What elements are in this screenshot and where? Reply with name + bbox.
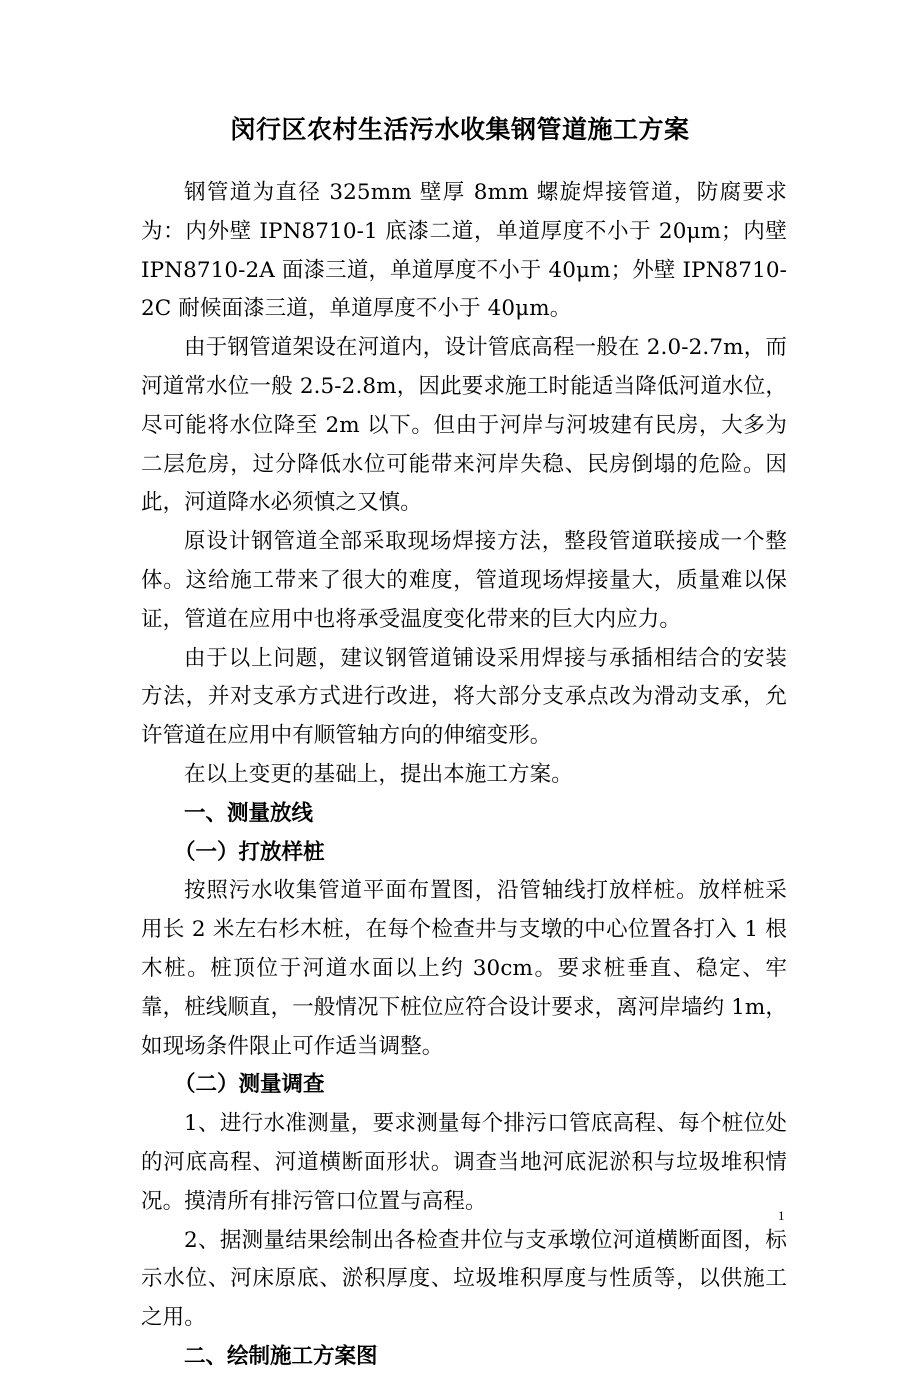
page-number: 1 — [778, 1208, 785, 1223]
subsection-heading-investigation: （二）测量调查 — [174, 1072, 325, 1098]
paragraph-original-design: 原设计钢管道全部采取现场焊接方法，整段管道联接成一个整体。这给施工带来了很大的难度，管道现场焊接量大，质量难以保证，管道在应用中也将承受温度变化带来的巨大内应力。 — [141, 529, 787, 632]
document-body — [141, 174, 787, 1377]
section-heading-plan-drawing: 二、绘制施工方案图 — [184, 1343, 378, 1369]
paragraph-water-level: 由于钢管道架设在河道内，设计管底高程一般在 2.0-2.7m，而河道常水位一般 2.5-2.8m，因此要求施工时能适当降低河道水位，尽可能将水位降至 2m 以下。但由于河岸与河坡建有民房，大多为二层危房，过分降低水位可能带来河岸失稳、民房倒塌的危险。因此，河道降水必须慎之又慎。 — [141, 335, 787, 516]
document-title: 闵行区农村生活污水收集钢管道施工方案 — [230, 115, 690, 144]
paragraph-pipe-spec: 钢管道为直径 325mm 壁厚 8mm 螺旋焊接管道，防腐要求为：内外壁 IPN8710-1 底漆二道，单道厚度不小于 20μm；内壁 IPN8710-2A 面漆三道，单道厚度不小于 40μm；外壁 IPN8710-2C 耐候面漆三道，单道厚度不小于 40μm。 — [141, 180, 787, 322]
paragraph-basis: 在以上变更的基础上，提出本施工方案。 — [184, 761, 573, 787]
list-item-cross-section: 2、据测量结果绘制出各检查井位与支承墩位河道横断面图，标示水位、河床原底、淤积厚度、垃圾堆积厚度与性质等，以供施工之用。 — [141, 1227, 787, 1331]
paragraph-proposal: 由于以上问题，建议钢管道铺设采用焊接与承插相结合的安装方法，并对支承方式进行改进，将大部分支承点改为滑动支承，允许管道在应用中有顺管轴方向的伸缩变形。 — [141, 645, 787, 749]
section-heading-survey: 一、测量放线 — [184, 800, 314, 826]
paragraph-stakes: 按照污水收集管道平面布置图，沿管轴线打放样桩。放样桩采用长 2 米左右杉木桩，在每个检查井与支墩的中心位置各打入 1 根木桩。桩顶位于河道水面以上约 30cm。要求桩垂直、稳定、牢靠，桩线顺直，一般情况下桩位应符合设计要求，离河岸墙约 1m，如现场条件限止可作适当调整。 — [141, 878, 788, 1059]
subsection-heading-stakes: （一）打放样桩 — [174, 839, 325, 865]
list-item-leveling: 1、进行水准测量，要求测量每个排污口管底高程、每个桩位处的河底高程、河道横断面形状。调查当地河底泥淤积与垃圾堆积情况。摸清所有排污管口位置与高程。 — [141, 1111, 787, 1214]
